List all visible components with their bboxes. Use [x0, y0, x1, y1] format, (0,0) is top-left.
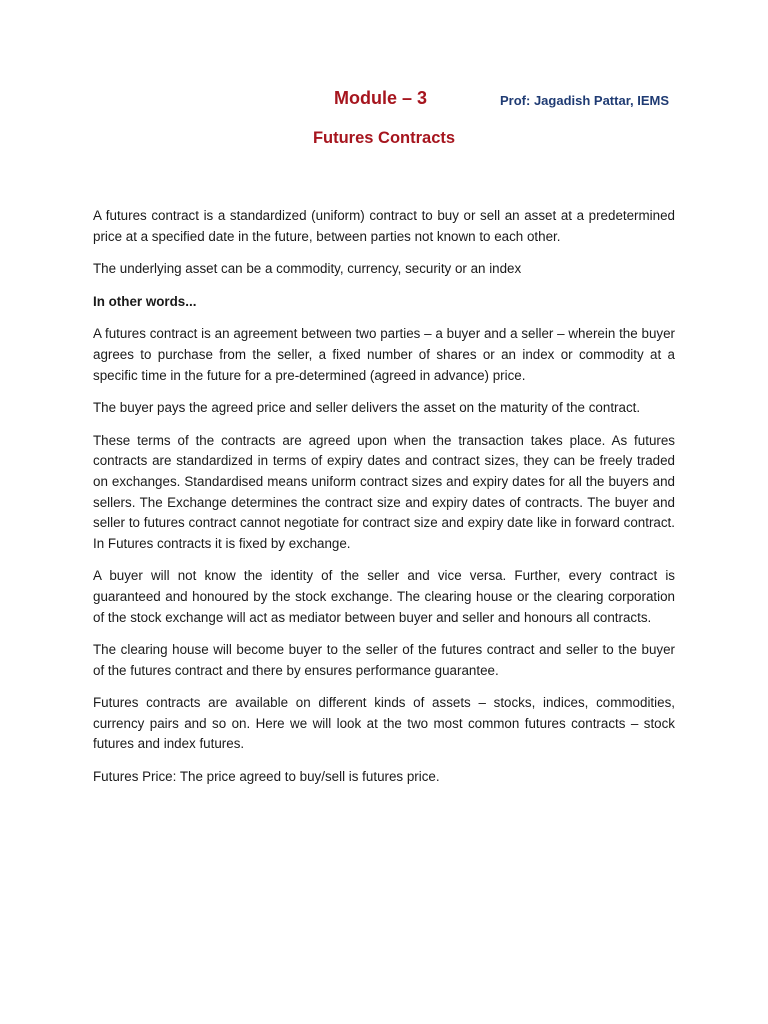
document-body [93, 206, 675, 800]
paragraph-clearing-house: The clearing house will become buyer to the seller of the futures contract and seller to the buyer of the futures contract and there by ensures performance guarantee. [93, 642, 675, 678]
paragraph-asset-kinds: Futures contracts are available on different kinds of assets – stocks, indices, commodities, currency pairs and so on. Here we will look at the two most common futures contracts – stock futures and index futures. [93, 695, 675, 752]
module-heading: Module – 3 [334, 88, 428, 108]
paragraph-futures-price: Futures Price: The price agreed to buy/sell is futures price. [93, 769, 440, 785]
paragraph-buyer-pays: The buyer pays the agreed price and seller delivers the asset on the maturity of the contract. [93, 400, 641, 416]
paragraph-definition: A futures contract is a standardized (uniform) contract to buy or sell an asset at a predetermined price at a specified date in the future, between parties not known to each other. [93, 208, 675, 244]
document-title: Futures Contracts [312, 129, 456, 147]
paragraph-in-other-words: In other words... [93, 293, 197, 309]
paragraph-terms: These terms of the contracts are agreed upon when the transaction takes place. As futures contracts are standardized in terms of expiry dates and contract sizes, they can be freely traded on exchanges. Standardised means uniform contract sizes and expiry dates for all the buyers and sellers. The Exchange determines the contract size and expiry dates of contracts. The buyer and seller to futures contract cannot negotiate for contract size and expiry date like in forward contract. In Futures contracts it is fixed by exchange. [93, 432, 675, 551]
author-credit: Prof: Jagadish Pattar, IEMS [500, 93, 670, 108]
paragraph-agreement: A futures contract is an agreement between two parties – a buyer and a seller – wherein the buyer agrees to purchase from the seller, a fixed number of shares or an index or commodity at a specific time in the future for a pre-determined (agreed in advance) price. [93, 326, 675, 383]
page-header [0, 88, 768, 114]
paragraph-underlying-asset: The underlying asset can be a commodity, currency, security or an index [93, 261, 522, 277]
paragraph-identity: A buyer will not know the identity of the seller and vice versa. Further, every contract is guaranteed and honoured by the stock exchange. The clearing house or the clearing corporation of the stock exchange will act as mediator between buyer and seller and honours all contracts. [93, 568, 675, 625]
